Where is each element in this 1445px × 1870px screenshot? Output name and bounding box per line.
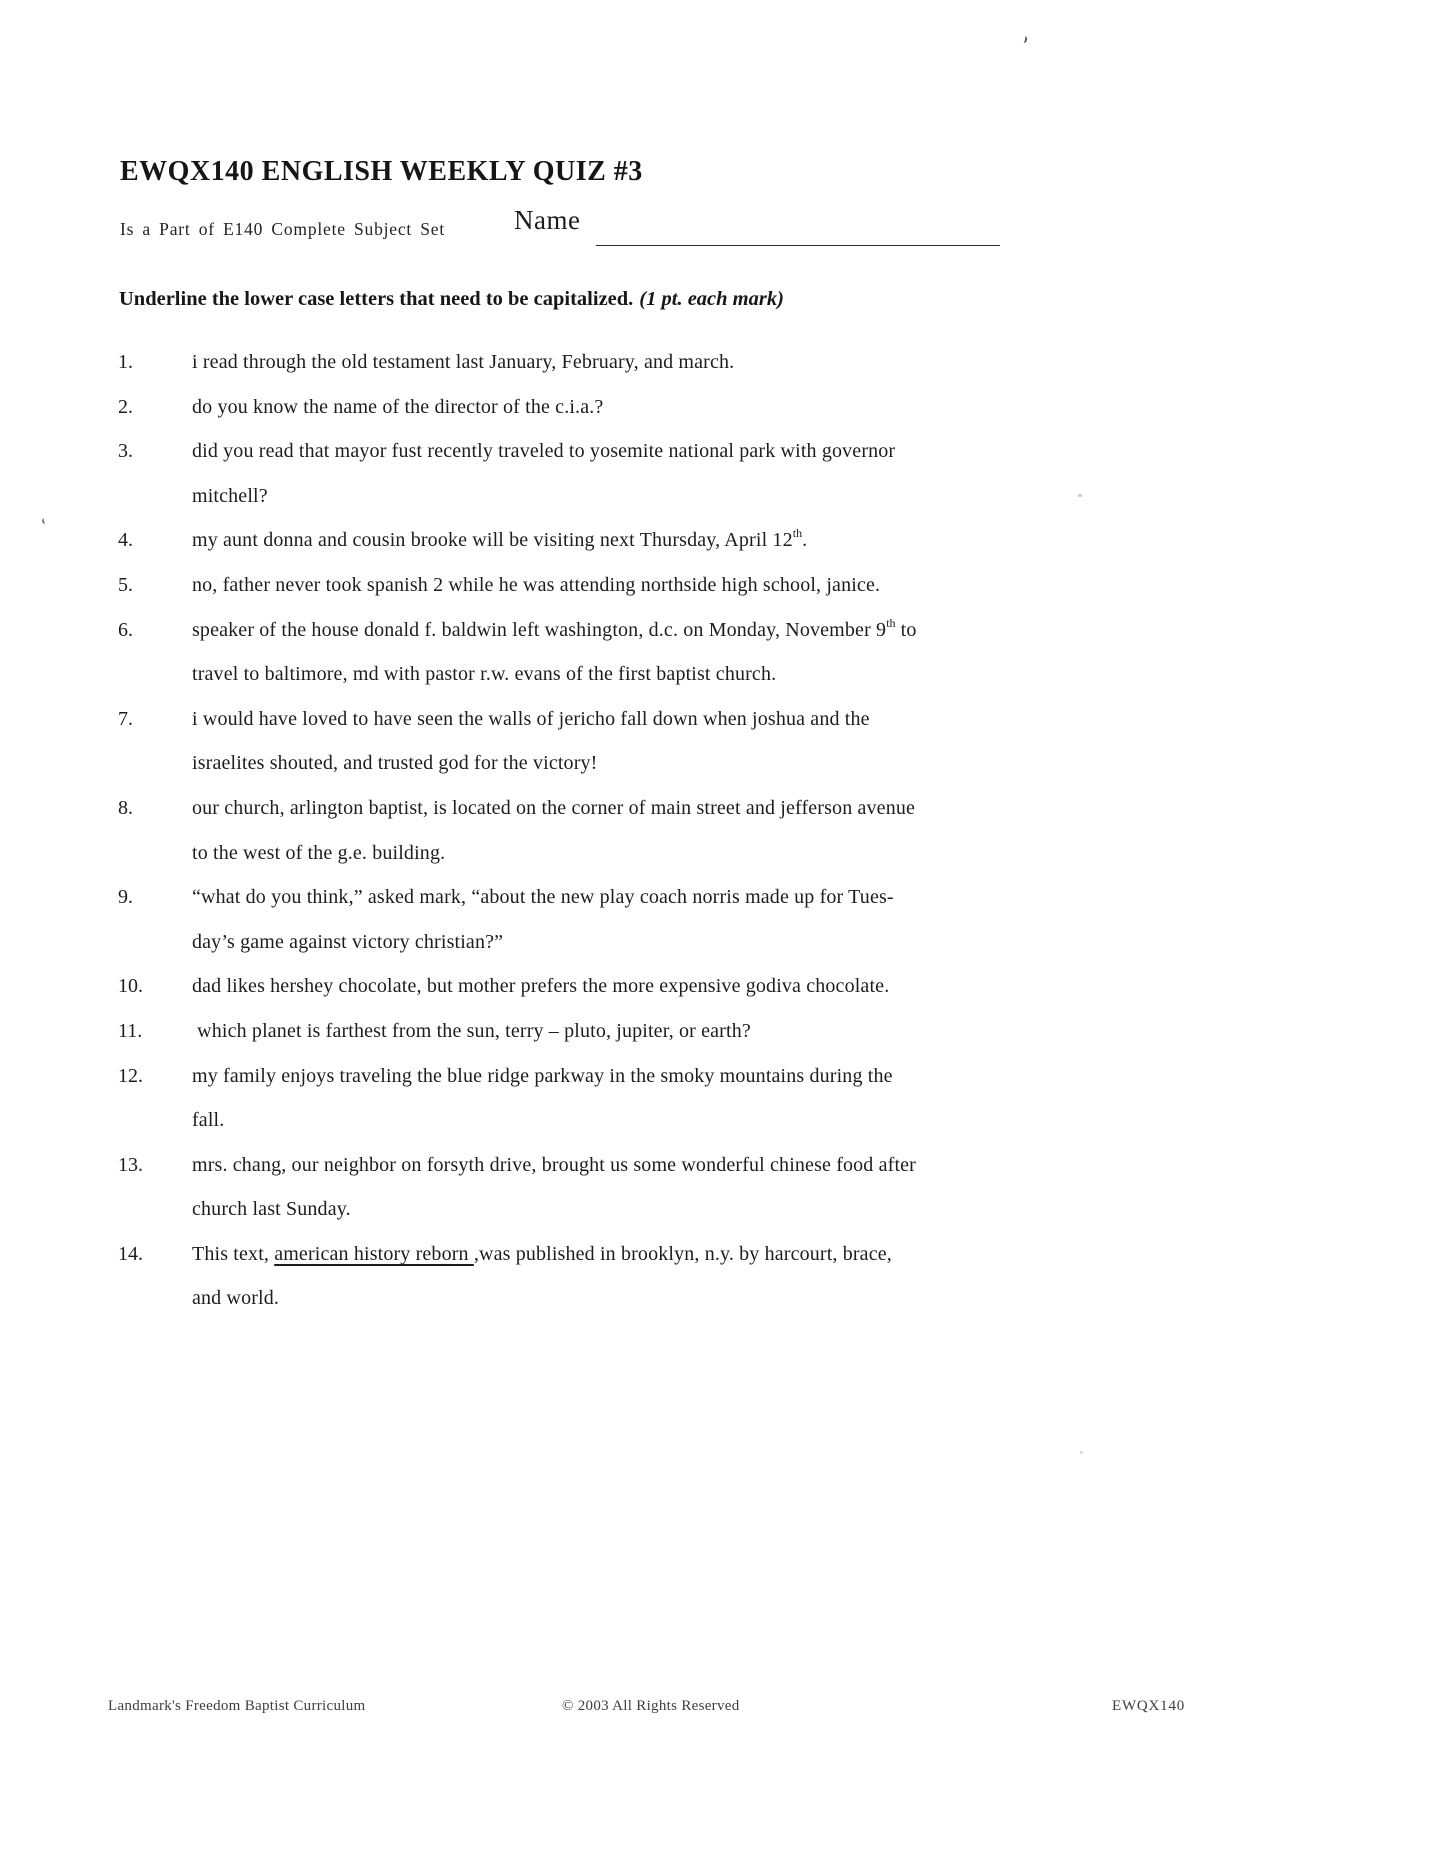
- question-text: which planet is farthest from the sun, terry – pluto, jupiter, or earth?: [192, 1019, 751, 1042]
- question-text: did you read that mayor fust recently traveled to yosemite national park with governor: [192, 440, 896, 463]
- question-list: [118, 340, 1148, 1321]
- question-text-segment: to: [895, 618, 917, 641]
- question-text: “what do you think,” asked mark, “about the new play coach norris made up for Tues-: [192, 886, 894, 909]
- question-number: 14.: [118, 1242, 143, 1265]
- question-row: [118, 385, 1148, 430]
- question-row: [118, 429, 1148, 474]
- question-text-segment: This text,: [192, 1242, 275, 1265]
- question-text-segment: my aunt donna and cousin brooke will be visiting next Thursday, April 12: [192, 529, 793, 552]
- question-text: i read through the old testament last January, February, and march.: [192, 351, 735, 373]
- question-row: [118, 1009, 1148, 1054]
- scan-speck: [1021, 36, 1027, 44]
- question-text-segment: speaker of the house donald f. baldwin left washington, d.c. on Monday, November 9: [192, 618, 887, 641]
- question-text: travel to baltimore, md with pastor r.w. evans of the first baptist church.: [192, 663, 777, 686]
- question-number: 13.: [118, 1153, 143, 1176]
- question-text: israelites shouted, and trusted god for the victory!: [192, 752, 598, 775]
- question-row: [118, 608, 1148, 653]
- question-text: to the west of the g.e. building.: [192, 841, 446, 864]
- page-footer: [0, 1698, 1445, 1724]
- footer-publisher: Landmark's Freedom Baptist Curriculum: [108, 1698, 366, 1714]
- question-text: church last Sunday.: [192, 1198, 351, 1221]
- question-text: fall.: [192, 1109, 225, 1132]
- instruction-text: Underline the lower case letters that need to be capitalized.: [119, 288, 634, 310]
- question-number: 12.: [118, 1064, 143, 1087]
- question-text-segment: .: [802, 529, 808, 552]
- question-continuation-row: [118, 741, 1148, 786]
- name-blank-line: [596, 245, 1000, 246]
- question-text: my family enjoys traveling the blue ridge parkway in the smoky mountains during the: [192, 1064, 893, 1087]
- question-number: 5.: [118, 573, 133, 596]
- subtitle: Is a Part of E140 Complete Subject Set: [120, 219, 446, 239]
- question-number: 2.: [118, 395, 133, 418]
- question-row: [118, 563, 1148, 608]
- question-continuation-row: [118, 1276, 1148, 1321]
- question-text-segment: ,was published in brooklyn, n.y. by harcourt, brace,: [473, 1242, 892, 1265]
- question-row: [118, 340, 1148, 385]
- question-text: [192, 608, 917, 653]
- footer-document-code: EWQX140: [1112, 1698, 1186, 1714]
- scan-speck: [1080, 1451, 1083, 1454]
- question-number: 6.: [118, 618, 133, 641]
- question-text: no, father never took spanish 2 while he was attending northside high school, janice.: [192, 573, 881, 596]
- question-row: [118, 964, 1148, 1009]
- question-row: [118, 875, 1148, 920]
- question-continuation-row: [118, 1187, 1148, 1232]
- question-continuation-row: [118, 831, 1148, 876]
- question-row: [118, 697, 1148, 742]
- ordinal-superscript: th: [886, 615, 896, 630]
- question-continuation-row: [118, 920, 1148, 965]
- question-row: [118, 1143, 1148, 1188]
- question-row: [118, 786, 1148, 831]
- underlined-book-title: american history reborn: [274, 1242, 474, 1265]
- instruction-heading: [119, 288, 784, 311]
- question-number: 8.: [118, 796, 133, 819]
- question-row: [118, 518, 1148, 563]
- question-number: 11.: [118, 1019, 143, 1042]
- question-number: 9.: [118, 886, 133, 909]
- question-text: [192, 1232, 892, 1277]
- question-text: i would have loved to have seen the walls of jericho fall down when joshua and the: [192, 707, 870, 730]
- question-continuation-row: [118, 474, 1148, 519]
- points-note: (1 pt. each mark): [639, 288, 784, 310]
- question-text: do you know the name of the director of the c.i.a.?: [192, 395, 604, 418]
- page-title: EWQX140 ENGLISH WEEKLY QUIZ #3: [120, 156, 643, 187]
- question-number: 7.: [118, 707, 133, 730]
- question-text: dad likes hershey chocolate, but mother prefers the more expensive godiva chocolate.: [192, 975, 890, 998]
- question-number: 10.: [118, 975, 143, 998]
- question-text: [192, 518, 807, 563]
- footer-copyright: © 2003 All Rights Reserved: [562, 1698, 740, 1714]
- scan-speck: [41, 517, 47, 524]
- name-label: Name: [514, 205, 581, 235]
- question-text: our church, arlington baptist, is located on the corner of main street and jefferson avenue: [192, 796, 916, 819]
- question-continuation-row: [118, 1098, 1148, 1143]
- question-continuation-row: [118, 652, 1148, 697]
- question-text: mrs. chang, our neighbor on forsyth drive, brought us some wonderful chinese food after: [192, 1153, 916, 1176]
- question-number: 1.: [118, 351, 133, 373]
- question-number: 4.: [118, 529, 133, 552]
- question-row: [118, 1232, 1148, 1277]
- question-row: [118, 1054, 1148, 1099]
- question-text: mitchell?: [192, 484, 268, 507]
- question-text: day’s game against victory christian?”: [192, 930, 504, 953]
- question-text: and world.: [192, 1287, 280, 1310]
- question-number: 3.: [118, 440, 133, 463]
- ordinal-superscript: th: [792, 526, 803, 541]
